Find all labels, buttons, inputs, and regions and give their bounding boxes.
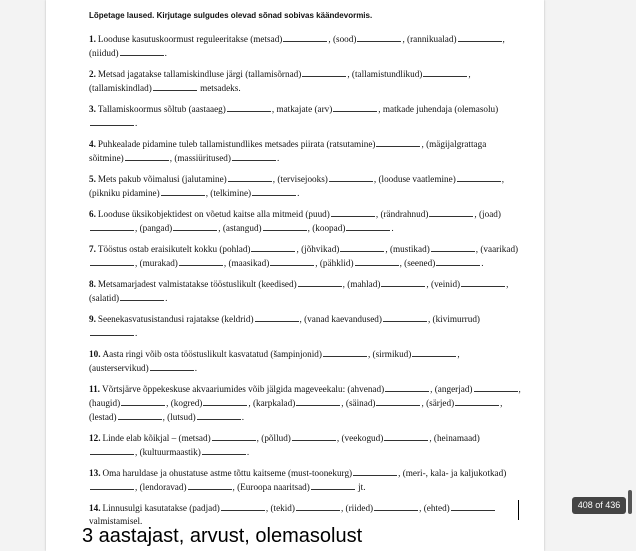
exercise-text: , (rannikualad) — [402, 34, 457, 44]
answer-blank[interactable] — [125, 151, 169, 161]
exercise-text: , (pangad) — [135, 223, 173, 233]
exercise-text: , (vanad kaevandused) — [299, 314, 382, 324]
scrollbar[interactable] — [626, 0, 632, 551]
exercise-text: , (koopad) — [307, 223, 346, 233]
answer-blank[interactable] — [90, 256, 134, 266]
answer-blank[interactable] — [255, 312, 299, 322]
answer-blank[interactable] — [455, 396, 499, 406]
exercise-text: Seenekasvatusistandusi rajatakse (keldrid) — [97, 314, 254, 324]
exercise-text: , (põllud) — [256, 433, 291, 443]
answer-blank[interactable] — [474, 382, 518, 392]
exercise-item — [89, 207, 521, 235]
exercise-item — [89, 242, 521, 270]
answer-blank[interactable] — [161, 186, 205, 196]
exercise-item — [89, 431, 521, 459]
exercise-text: , (meri-, kala- ja kaljukotkad) — [398, 468, 507, 478]
answer-blank[interactable] — [451, 501, 495, 511]
exercise-text: , (tekid) — [265, 503, 295, 513]
exercise-text: , (lendoravad) — [135, 482, 187, 492]
exercise-item — [89, 102, 521, 130]
answer-blank[interactable] — [385, 382, 429, 392]
answer-blank[interactable] — [90, 116, 134, 126]
exercise-number: 4. — [89, 139, 96, 149]
exercise-text: , (veekogud) — [336, 433, 384, 443]
exercise-text: , (säinad) — [341, 398, 376, 408]
exercise-text: . — [481, 258, 484, 268]
caption-overlay: 3 aastajast, arvust, olemasolust — [82, 525, 363, 547]
answer-blank[interactable] — [302, 67, 346, 77]
exercise-text: , (kultuurmaastik) — [135, 447, 201, 457]
answer-blank[interactable] — [340, 242, 384, 252]
exercise-item — [89, 382, 521, 424]
exercise-text: , (mägijalgrattaga sõitmine) — [89, 139, 487, 163]
answer-blank[interactable] — [228, 172, 272, 182]
exercise-number: 1. — [89, 34, 96, 44]
exercise-text: , (massiüritused) — [169, 153, 231, 163]
exercise-text: . — [165, 293, 168, 303]
exercise-text: , (looduse vaatlemine) — [373, 174, 456, 184]
answer-blank[interactable] — [384, 431, 428, 441]
answer-blank[interactable] — [188, 480, 232, 490]
answer-blank[interactable] — [376, 137, 420, 147]
exercise-item — [89, 277, 521, 305]
answer-blank[interactable] — [202, 445, 246, 455]
exercise-text: , (mahlad) — [342, 279, 381, 289]
exercise-number: 5. — [89, 174, 96, 184]
exercise-text: , (karpkalad) — [248, 398, 296, 408]
answer-blank[interactable] — [212, 431, 256, 441]
exercise-text: , (tallamistundlikud) — [347, 69, 423, 79]
exercise-text: , (sood) — [328, 34, 357, 44]
answer-blank[interactable] — [90, 221, 134, 231]
exercise-number: 11. — [89, 384, 100, 394]
exercise-item — [89, 312, 521, 340]
exercise-text: . — [391, 223, 394, 233]
answer-blank[interactable] — [90, 480, 134, 490]
exercise-text: Oma haruldase ja ohustatuse astme tõttu kaitseme (must-toonekurg) — [102, 468, 353, 478]
exercise-text: . — [297, 188, 300, 198]
exercise-text: Linnusulgi kasutatakse (padjad) — [102, 503, 220, 513]
answer-blank[interactable] — [381, 277, 425, 287]
answer-blank[interactable] — [458, 32, 502, 42]
answer-blank[interactable] — [232, 151, 276, 161]
exercise-text: . — [135, 328, 138, 338]
answer-blank[interactable] — [431, 242, 475, 252]
text-cursor — [518, 500, 519, 520]
exercise-number: 2. — [89, 69, 96, 79]
answer-blank[interactable] — [412, 347, 456, 357]
scrollbar-thumb[interactable] — [628, 490, 632, 514]
exercise-number: 12. — [89, 433, 101, 443]
exercise-text: , (pikniku pidamine) — [89, 174, 505, 198]
exercise-text: . — [194, 363, 197, 373]
exercise-number: 14. — [89, 503, 101, 513]
exercise-text: . — [241, 412, 245, 422]
answer-blank[interactable] — [251, 242, 295, 252]
exercise-text: , (angerjad) — [430, 384, 473, 394]
exercise-number: 13. — [89, 468, 101, 478]
answer-blank[interactable] — [120, 46, 164, 56]
exercise-text: , (haugid) — [89, 384, 521, 408]
answer-blank[interactable] — [221, 501, 265, 511]
exercise-item — [89, 137, 521, 165]
answer-blank[interactable] — [118, 410, 162, 420]
exercise-text: Võrtsjärve õppekeskuse akvaariumides võib jälgida mageveekalu: (ahvenad) — [101, 384, 385, 394]
exercise-text: , (joad) — [474, 209, 501, 219]
exercise-text: , (salatid) — [89, 279, 509, 303]
exercise-text: , (astangud) — [218, 223, 262, 233]
exercise-number: 9. — [89, 314, 96, 324]
exercise-number: 8. — [89, 279, 96, 289]
exercise-text: Linde elab kõikjal – (metsad) — [102, 433, 211, 443]
exercise-text: Tallamiskoormus sõltub (aastaaeg) — [97, 104, 226, 114]
exercise-text: , (telkimine) — [205, 188, 252, 198]
answer-blank[interactable] — [203, 396, 247, 406]
answer-blank[interactable] — [90, 326, 134, 336]
worksheet — [89, 10, 521, 535]
exercise-number: 10. — [89, 349, 101, 359]
exercise-text: , (kogred) — [166, 398, 203, 408]
exercise-item — [89, 172, 521, 200]
exercise-text: , (ehted) — [419, 503, 450, 513]
answer-blank[interactable] — [376, 396, 420, 406]
exercise-text: metsadeks. — [197, 83, 241, 93]
answer-blank[interactable] — [329, 172, 373, 182]
instruction-text: Lõpetage laused. Kirjutage sulgudes olevad sõnad sobivas käändevormis. — [89, 11, 373, 20]
answer-blank[interactable] — [296, 396, 340, 406]
exercise-text: , (särjed) — [421, 398, 455, 408]
answer-blank[interactable] — [423, 67, 467, 77]
exercise-text: , (murakad) — [135, 258, 178, 268]
exercise-text: , (rändrahnud) — [375, 209, 429, 219]
exercise-text: Tööstus ostab eraisikutelt kokku (pohlad) — [97, 244, 251, 254]
page-counter: 408 of 436 — [572, 497, 626, 514]
exercise-text: . — [135, 118, 138, 128]
exercise-text: , (riided) — [340, 503, 374, 513]
exercise-text: Looduse üksikobjektidest on võetud kaitse alla mitmeid (puud) — [97, 209, 330, 219]
answer-blank[interactable] — [120, 291, 164, 301]
exercise-text: , (heinamaad) — [429, 433, 480, 443]
answer-blank[interactable] — [353, 466, 397, 476]
answer-blank[interactable] — [311, 480, 355, 490]
exercise-text: , (sirmikud) — [367, 349, 412, 359]
answer-blank[interactable] — [436, 256, 480, 266]
answer-blank[interactable] — [150, 361, 194, 371]
document-page — [46, 0, 544, 551]
exercise-item — [89, 67, 521, 95]
exercise-list — [89, 32, 521, 528]
answer-blank[interactable] — [121, 396, 165, 406]
answer-blank[interactable] — [355, 256, 399, 266]
exercise-text: . — [276, 153, 280, 163]
answer-blank[interactable] — [331, 207, 375, 217]
exercise-text: Mets pakub võimalusi (jalutamine) — [97, 174, 227, 184]
answer-blank[interactable] — [457, 172, 501, 182]
answer-blank[interactable] — [179, 256, 223, 266]
exercise-text: . — [246, 447, 250, 457]
answer-blank[interactable] — [298, 277, 342, 287]
exercise-text: , matkade juhendaja (olemasolu) — [378, 104, 499, 114]
exercise-number: 3. — [89, 104, 96, 114]
answer-blank[interactable] — [197, 410, 241, 420]
answer-blank[interactable] — [90, 445, 134, 455]
exercise-text: Metsad jagatakse tallamiskindluse järgi (tallamisõrnad) — [97, 69, 302, 79]
exercise-text: , (niidud) — [89, 34, 505, 58]
exercise-text: , (veinid) — [426, 279, 461, 289]
answer-blank[interactable] — [429, 207, 473, 217]
answer-blank[interactable] — [292, 431, 336, 441]
exercise-text: , (mustikad) — [385, 244, 430, 254]
answer-blank[interactable] — [461, 277, 505, 287]
answer-blank[interactable] — [383, 312, 427, 322]
exercise-text: , (jõhvikad) — [296, 244, 340, 254]
exercise-text: , (seened) — [399, 258, 436, 268]
answer-blank[interactable] — [374, 501, 418, 511]
exercise-number: 6. — [89, 209, 96, 219]
exercise-text: , (pähklid) — [315, 258, 354, 268]
answer-blank[interactable] — [263, 221, 307, 231]
answer-blank[interactable] — [270, 256, 314, 266]
exercise-text: Aasta ringi võib osta tööstuslikult kasvatatud (šampinjonid) — [102, 349, 322, 359]
exercise-text: , (vaarikad) — [475, 244, 519, 254]
exercise-text: valmistamisel. — [89, 516, 143, 526]
exercise-text: , (tallamiskindlad) — [89, 69, 471, 93]
exercise-text: , (Euroopa naaritsad) — [232, 482, 310, 492]
answer-blank[interactable] — [252, 186, 296, 196]
exercise-item — [89, 32, 521, 60]
answer-blank[interactable] — [153, 81, 197, 91]
answer-blank[interactable] — [323, 347, 367, 357]
answer-blank[interactable] — [296, 501, 340, 511]
exercise-number: 7. — [89, 244, 96, 254]
exercise-text: , (tervisejooks) — [272, 174, 328, 184]
exercise-text: , (austerservikud) — [89, 349, 460, 373]
answer-blank[interactable] — [346, 221, 390, 231]
exercise-text: Looduse kasutuskoormust reguleeritakse (metsad) — [97, 34, 283, 44]
exercise-text: , (lutsud) — [162, 412, 196, 422]
answer-blank[interactable] — [173, 221, 217, 231]
answer-blank[interactable] — [227, 102, 271, 112]
exercise-text: Puhkealade pidamine tuleb tallamistundlikes metsades piirata (ratsutamine) — [97, 139, 376, 149]
exercise-item — [89, 466, 521, 494]
exercise-text: . — [164, 48, 167, 58]
answer-blank[interactable] — [333, 102, 377, 112]
exercise-text: , (kivimurrud) — [427, 314, 480, 324]
answer-blank[interactable] — [357, 32, 401, 42]
exercise-text: jt. — [355, 482, 366, 492]
exercise-text: Metsamarjadest valmistatakse tööstuslikult (keedised) — [97, 279, 297, 289]
exercise-text: , matkajate (arv) — [271, 104, 333, 114]
answer-blank[interactable] — [283, 32, 327, 42]
exercise-text: , (lestad) — [89, 398, 503, 422]
exercise-text: , (maasikad) — [223, 258, 270, 268]
exercise-item — [89, 347, 521, 375]
